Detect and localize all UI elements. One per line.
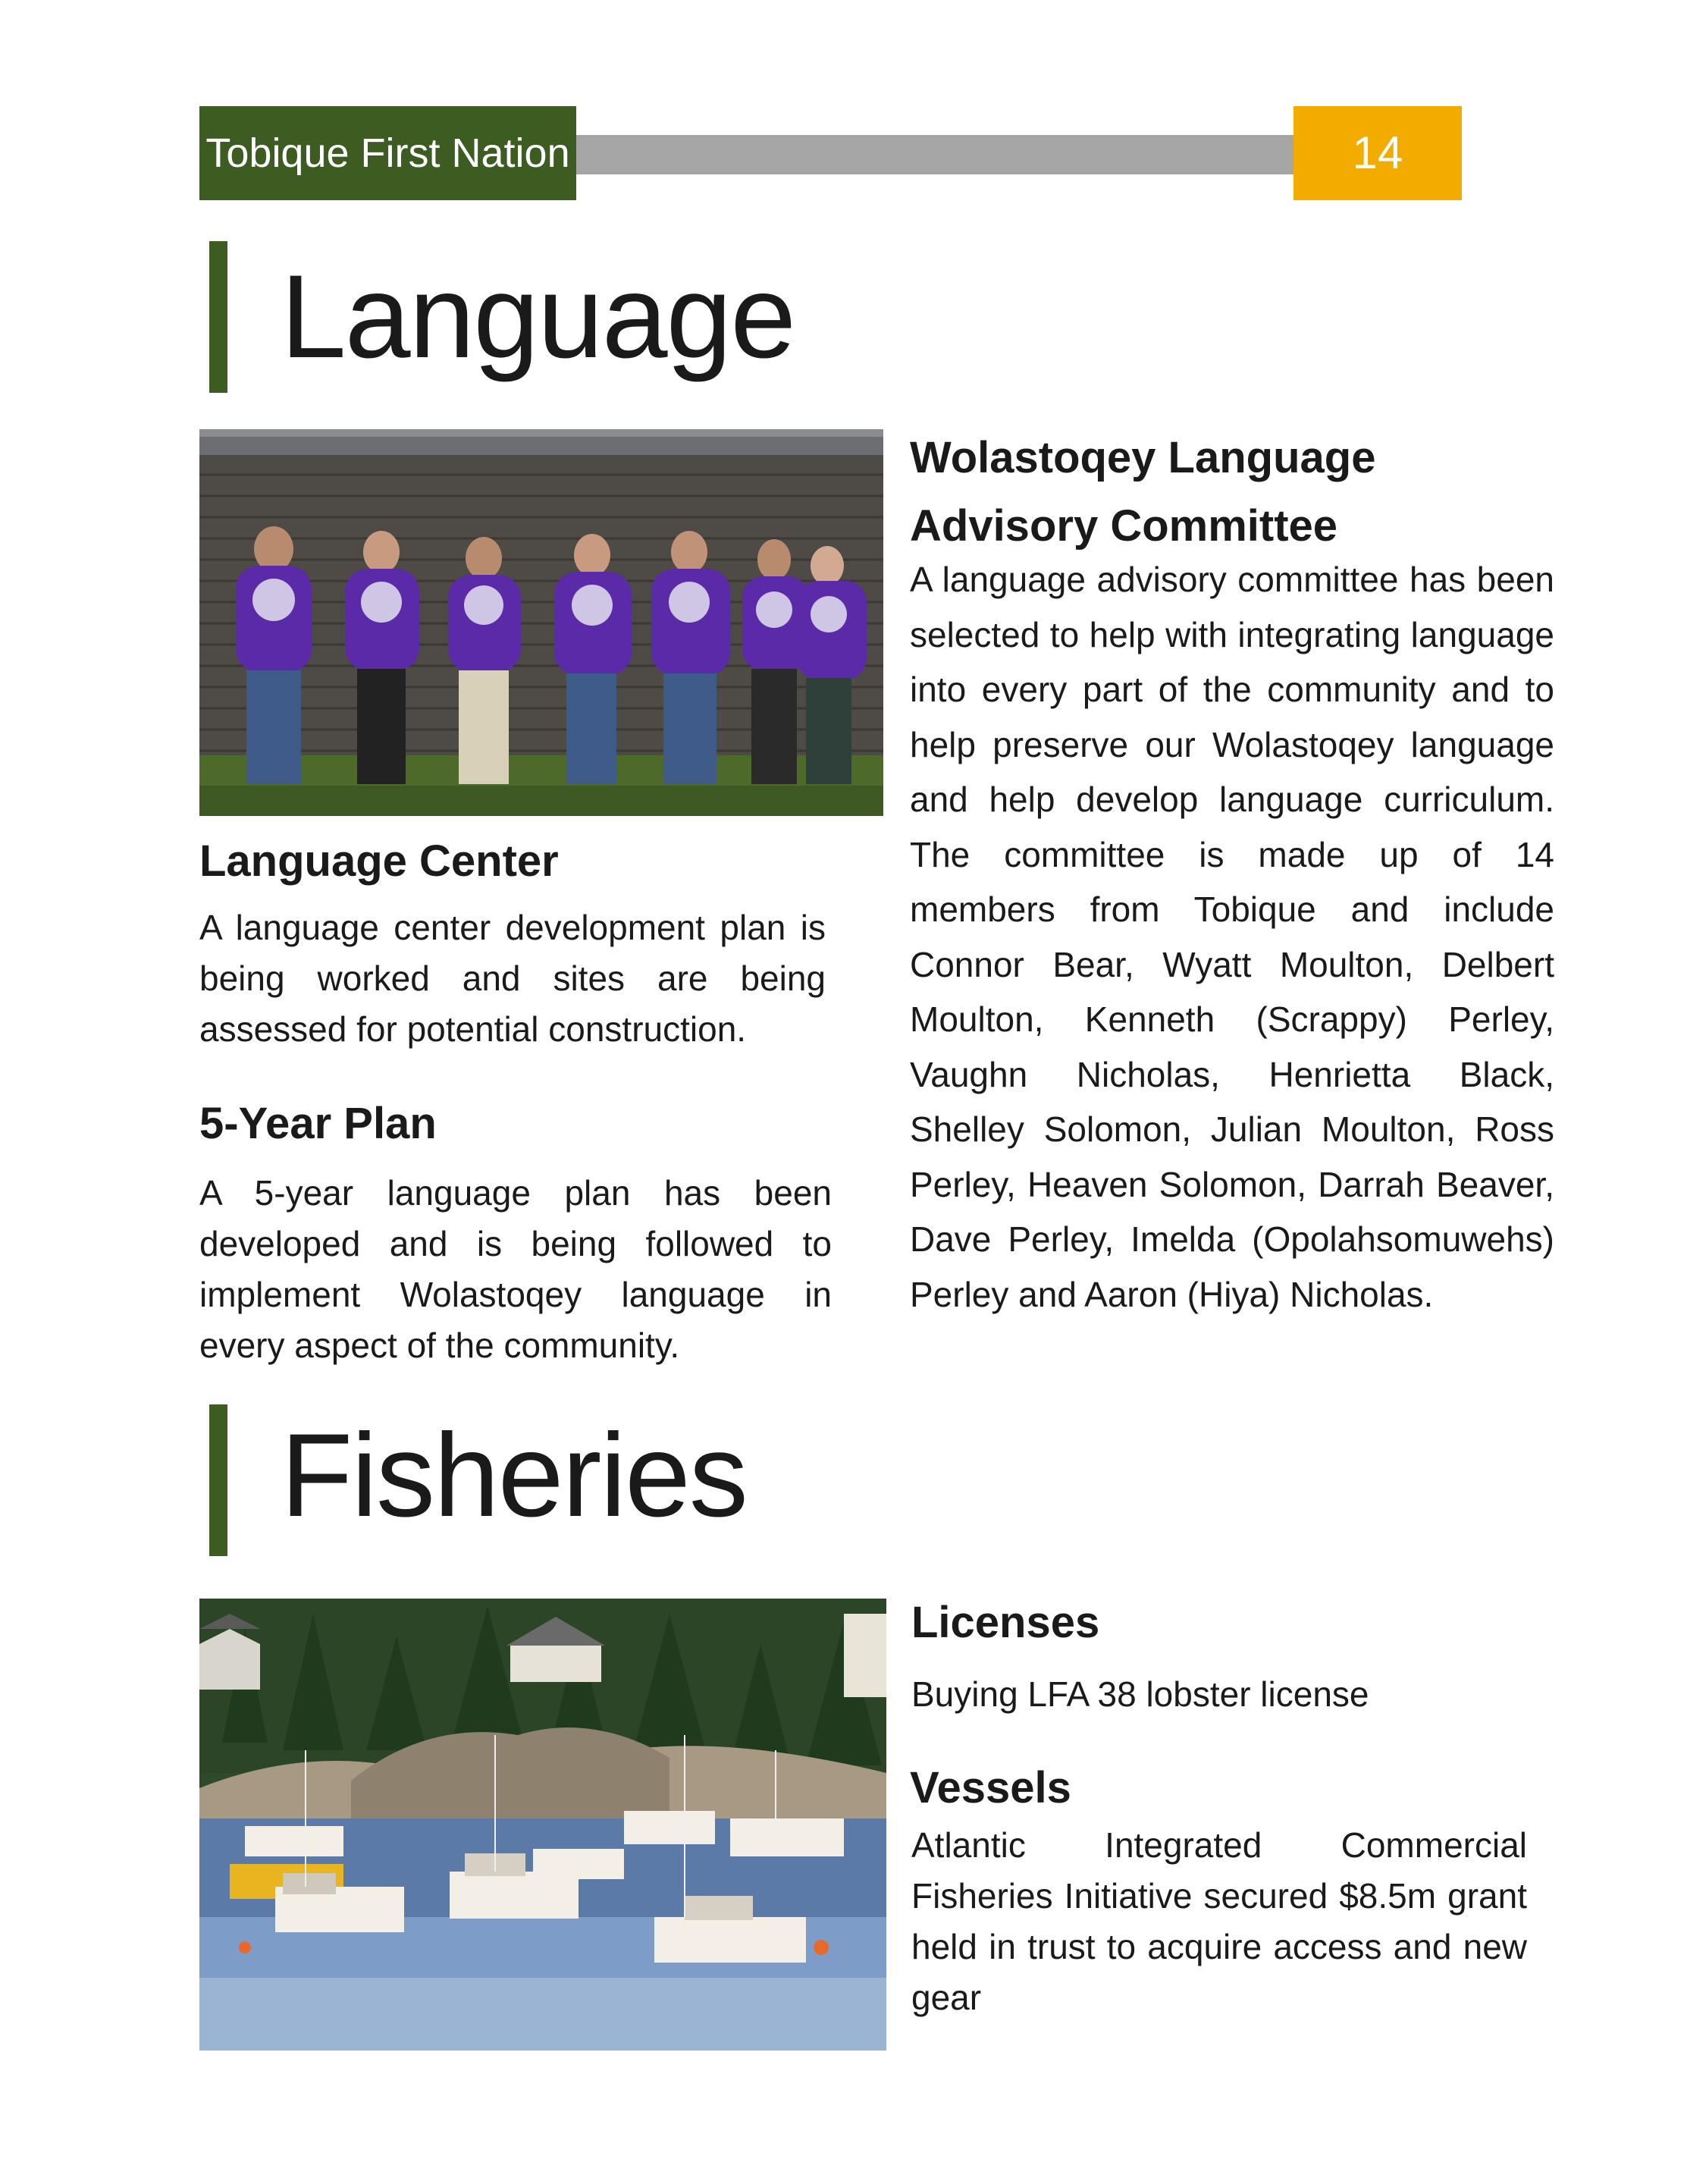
five-year-plan-heading: 5-Year Plan — [199, 1099, 437, 1148]
group-photo-icon — [199, 429, 883, 816]
licenses-text: Buying LFA 38 lobster license — [911, 1674, 1369, 1714]
advisory-committee-heading-line2: Advisory Committee — [910, 501, 1338, 551]
section-rule-fisheries — [209, 1404, 227, 1556]
vessels-text: Atlantic Integrated Commercial Fisheries Initiative secured $8.5m grant held in trust to acquire access and new gear — [911, 1825, 1527, 2017]
licenses-heading: Licenses — [911, 1598, 1100, 1647]
vessels-heading: Vessels — [910, 1763, 1071, 1812]
language-center-heading: Language Center — [199, 836, 559, 886]
five-year-plan-text: A 5-year language plan has been developed and is being followed to implement Wolastoqey language in every aspect of the community. — [199, 1173, 832, 1365]
header-bar — [576, 135, 1342, 174]
section-title-language: Language — [281, 251, 795, 383]
section-rule-language — [209, 241, 227, 393]
page-number: 14 — [1293, 106, 1462, 200]
advisory-committee-text: A language advisory committee has been selected to help with integrating language into every part of the community and to help preserve our Wolastoqey language and help develop language curriculum. The committee is made up of 14 members from Tobique and include Connor Bear, Wyatt Moulton, Delbert Moulton, Kenneth (Scrappy) Perley, Vaughn Nicholas, Henrietta Black, Shelley Solomon, Julian Moulton, Ross Perley, Heaven Solomon, Darrah Beaver, Dave Perley, Imelda (Opolahsomuwehs) Perley and Aaron (Hiya) Nicholas. — [910, 560, 1554, 1314]
advisory-committee-heading-line1: Wolastoqey Language — [910, 433, 1376, 482]
language-center-text: A language center development plan is being worked and sites are being assessed for potential construction. — [199, 908, 826, 1049]
section-title-fisheries: Fisheries — [281, 1410, 747, 1542]
harbor-photo-icon — [199, 1599, 886, 2051]
document-title: Tobique First Nation — [199, 106, 576, 200]
